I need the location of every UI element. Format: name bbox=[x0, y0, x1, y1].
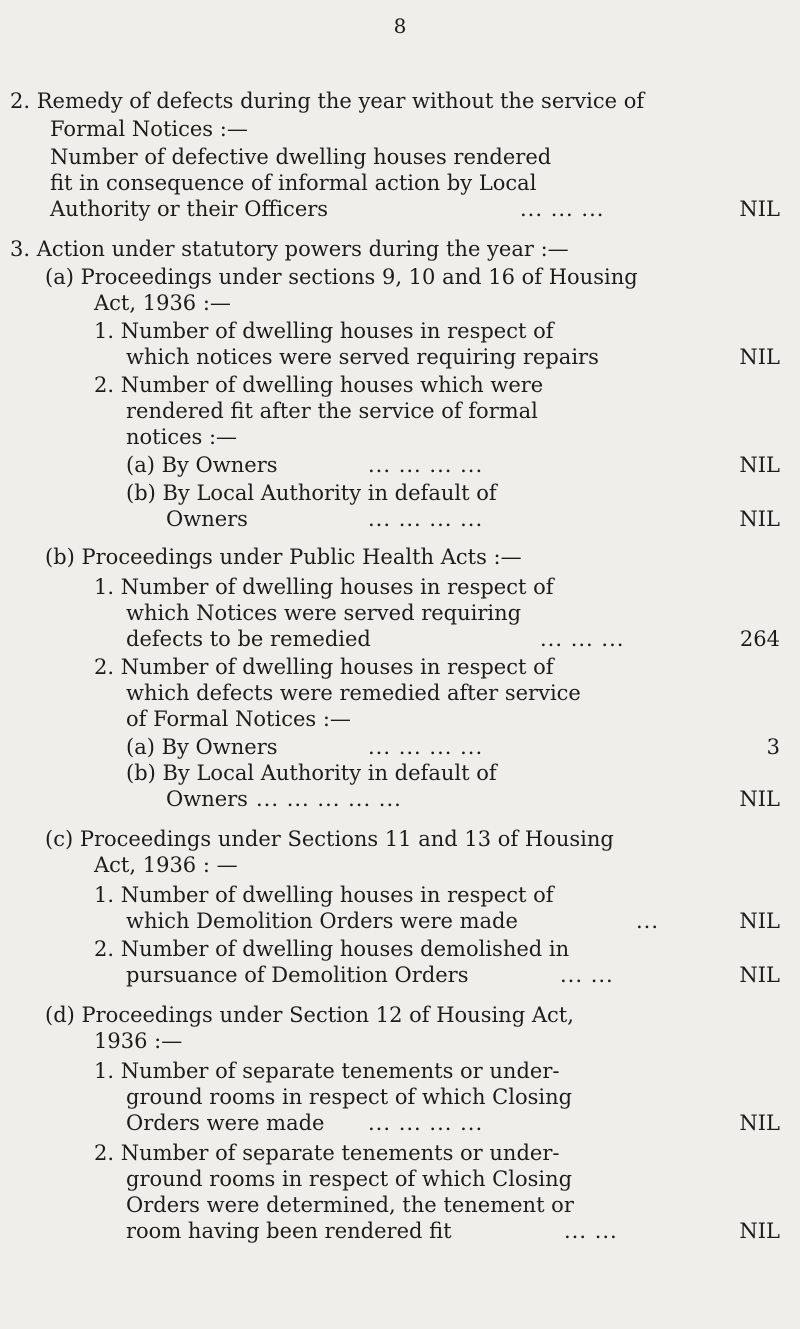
text-line: Act, 1936 :— bbox=[94, 291, 231, 315]
text-line: (a) By Owners bbox=[126, 453, 278, 477]
text-line: 1. Number of dwelling houses in respect of bbox=[94, 319, 554, 343]
text-line: Owners bbox=[166, 787, 248, 811]
text-line: 1. Number of dwelling houses in respect of bbox=[94, 883, 554, 907]
text-line: fit in consequence of informal action by Local bbox=[50, 171, 537, 195]
value-demolition-orders: NIL bbox=[739, 909, 780, 933]
value-fit-by-owners: NIL bbox=[739, 453, 780, 477]
subsection-d-heading: (d) Proceedings under Section 12 of Housing Act, bbox=[45, 1003, 574, 1027]
value-fit-by-authority: NIL bbox=[739, 507, 780, 531]
text-line: Authority or their Officers bbox=[50, 197, 329, 221]
leader-dots: ... ... ... bbox=[540, 627, 625, 651]
text-line: (b) By Local Authority in default of bbox=[126, 481, 497, 505]
text-line: 1. Number of dwelling houses in respect of bbox=[94, 575, 554, 599]
leader-dots: ... ... ... bbox=[520, 197, 605, 221]
text-line: Act, 1936 : — bbox=[94, 853, 238, 877]
text-line: Orders were determined, the tenement or bbox=[126, 1193, 574, 1217]
text-line: 2. Number of dwelling houses in respect of bbox=[94, 655, 554, 679]
text-line: (b) By Local Authority in default of bbox=[126, 761, 497, 785]
subsection-c-heading: (c) Proceedings under Sections 11 and 13 of Housing bbox=[45, 827, 614, 851]
text-line: 2. Number of separate tenements or under- bbox=[94, 1141, 560, 1165]
leader-dots: ... ... ... ... bbox=[368, 453, 484, 477]
text-line: Number of defective dwelling houses rendered bbox=[50, 145, 552, 169]
leader-dots: ... ... bbox=[564, 1219, 618, 1243]
text-line: room having been rendered fit bbox=[126, 1219, 452, 1243]
value-pha-notices: 264 bbox=[739, 627, 780, 651]
text-line: rendered fit after the service of formal bbox=[126, 399, 538, 423]
leader-dots: ... ... ... ... bbox=[368, 507, 484, 531]
text-line: ground rooms in respect of which Closing bbox=[126, 1167, 573, 1191]
text-line: of Formal Notices :— bbox=[126, 707, 351, 731]
value-pha-by-owners: 3 bbox=[766, 735, 780, 759]
value-closing-orders: NIL bbox=[739, 1111, 780, 1135]
text-line: defects to be remedied bbox=[126, 627, 371, 651]
section-2-heading: 2. Remedy of defects during the year without the service of bbox=[10, 89, 645, 113]
text-line: pursuance of Demolition Orders bbox=[126, 963, 469, 987]
subsection-a-heading: (a) Proceedings under sections 9, 10 and 16 of Housing bbox=[45, 265, 638, 289]
leader-dots: ... bbox=[636, 909, 660, 933]
leader-dots: ... ... ... ... bbox=[368, 735, 484, 759]
text-line: which Demolition Orders were made bbox=[126, 909, 518, 933]
text-line: ground rooms in respect of which Closing bbox=[126, 1085, 573, 1109]
leader-dots: ... ... bbox=[560, 963, 614, 987]
leader-dots: ... ... ... ... ... bbox=[256, 787, 402, 811]
page-number: 8 bbox=[393, 14, 407, 38]
text-line: 2. Number of dwelling houses which were bbox=[94, 373, 544, 397]
text-line: notices :— bbox=[126, 425, 238, 449]
text-line: Owners bbox=[166, 507, 248, 531]
text-line: 1. Number of separate tenements or under- bbox=[94, 1059, 560, 1083]
value-repair-notices: NIL bbox=[739, 345, 780, 369]
text-line: which notices were served requiring repairs bbox=[126, 345, 599, 369]
text-line: 2. Number of dwelling houses demolished in bbox=[94, 937, 570, 961]
text-line: Orders were made bbox=[126, 1111, 325, 1135]
text-line: 1936 :— bbox=[94, 1029, 183, 1053]
value-pha-by-authority: NIL bbox=[739, 787, 780, 811]
leader-dots: ... ... ... ... bbox=[368, 1111, 484, 1135]
text-line: (a) By Owners bbox=[126, 735, 278, 759]
subsection-b-heading: (b) Proceedings under Public Health Acts :— bbox=[45, 545, 522, 569]
value-closing-determined: NIL bbox=[739, 1219, 780, 1243]
section-3-heading: 3. Action under statutory powers during the year :— bbox=[10, 237, 569, 261]
text-line: which defects were remedied after service bbox=[126, 681, 581, 705]
text-line: which Notices were served requiring bbox=[126, 601, 522, 625]
text-line: Formal Notices :— bbox=[50, 117, 248, 141]
value-informal-action: NIL bbox=[739, 197, 780, 221]
value-demolished: NIL bbox=[739, 963, 780, 987]
